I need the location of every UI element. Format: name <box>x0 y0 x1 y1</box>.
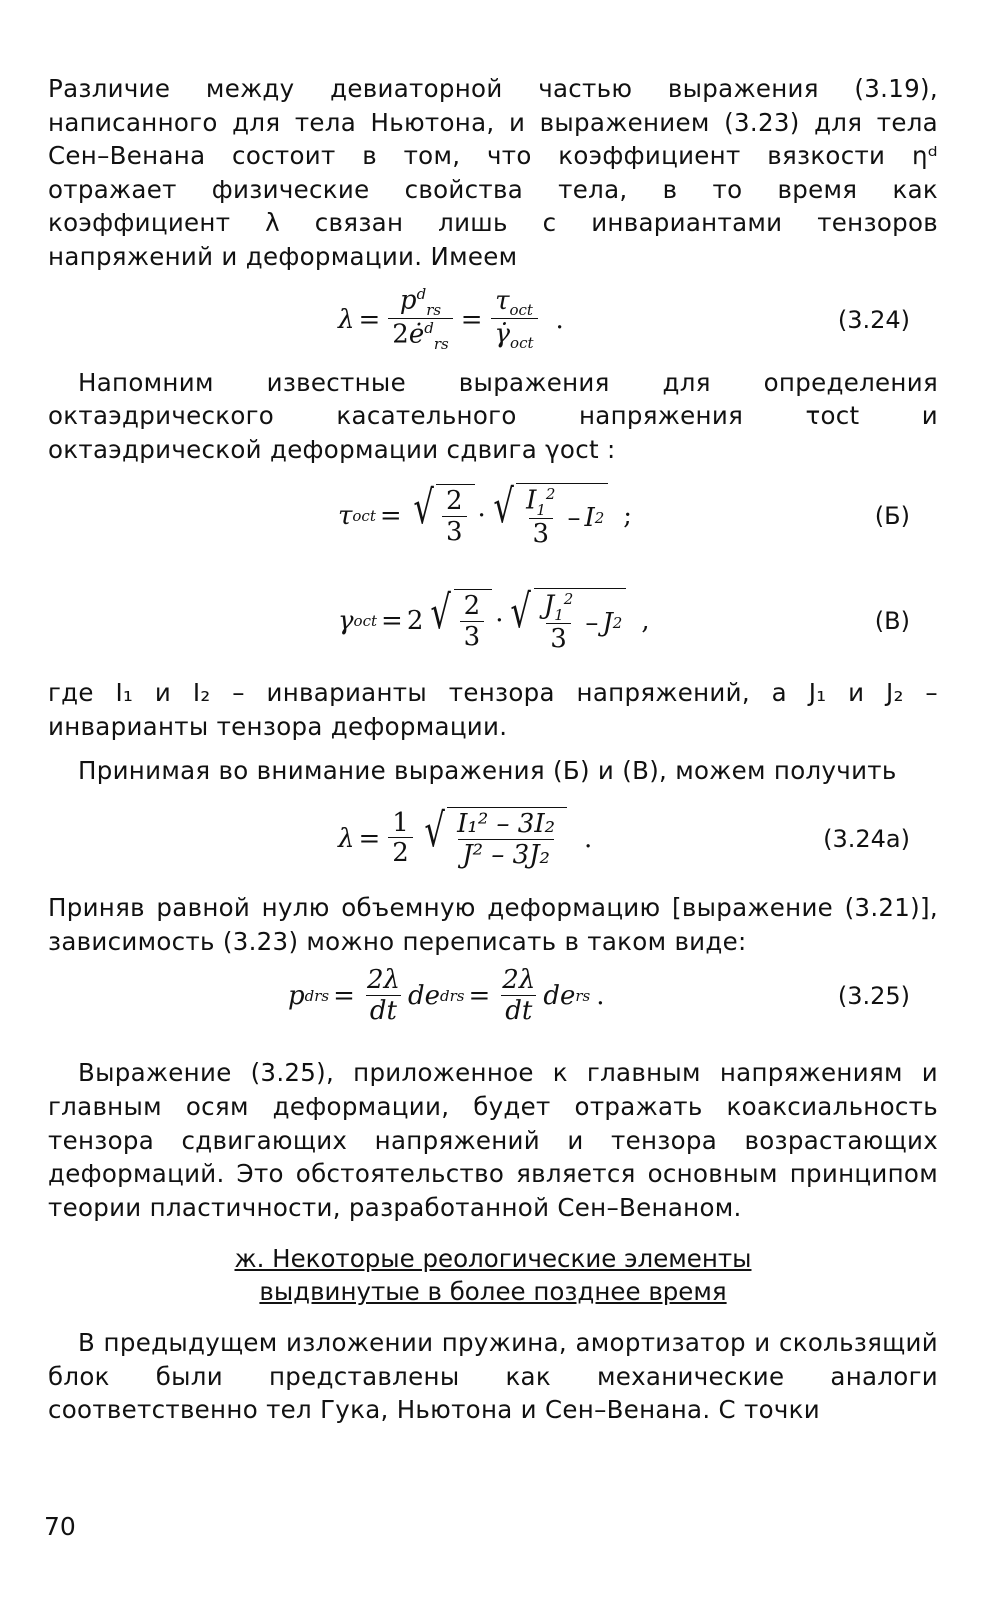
equation-b-body: τ oct = √ $\frac{2}{3}$ · √ $\frac{I_1^2}{3}$ – I 2 ; <box>338 478 633 549</box>
paragraph-3: где I₁ и I₂ – инварианты тензора напряжений, а J₁ и J₂ – инварианты тензора деформации. <box>48 678 938 741</box>
section-heading <box>48 1242 938 1308</box>
paragraph-5: Приняв равной нулю объемную деформацию [выражение (3.21)], зависимость (3.23) можно переписать в таком виде: <box>48 893 938 956</box>
equation-3-24a <box>48 787 938 891</box>
paragraph-1: Различие между девиаторной частью выражения (3.19), написанного для тела Ньютона, и выражением (3.23) для тела Сен–Венана состоит в том, что коэффициент вязкости ηᵈ отражает физические свойства тела, в то время как коэффициент λ связан лишь с инвариантами тензоров напряжений и деформации. Имеем <box>48 74 938 271</box>
equation-3-25-body: p d rs = $\frac{2\lambda}{dt}$ de d rs = $\frac{2\lambda}{dt}$ de rs . <box>288 964 605 1026</box>
equation-number-3-24: (3.24) <box>837 305 910 334</box>
fraction-p-over-e: $\frac{p^d_{rs}}{2ė^d_{rs}}$ <box>388 286 452 353</box>
paragraph-7: В предыдущем изложении пружина, амортизатор и скользящий блок были представлены как механические аналоги соответственно тел Гука, Ньютона и Сен–Венана. С точки <box>48 1328 938 1425</box>
equation-number-3-25: (3.25) <box>837 982 910 1011</box>
equation-3-25 <box>48 958 938 1034</box>
equation-3-24-body: λ = $\frac{p^d_{rs}}{2ė^d_{rs}}$ = $\frac{\tau_{oct}}{\gammȧ_{oct}}$ . <box>338 284 564 354</box>
equation-3-24 <box>48 274 938 366</box>
equation-3-24a-body: λ = $\frac{1}{2}$ √ $\frac{\text{I₁² – 3I₂}}{\text{J² – 3J₂}}$ . <box>338 803 593 870</box>
paragraph-6: Выражение (3.25), приложенное к главным напряжениям и главным осям деформации, будет отражать коаксиальность тензора сдвигающих напряжений и тензора возрастающих деформаций. Это обстоятельство является основным принципом теории пластичности, разработанной Сен–Венаном. <box>48 1058 938 1222</box>
paragraph-2: Напомним известные выражения для определения октаэдрического касательного напряжения τoct и октаэдрической деформации сдвига γoct : <box>48 367 938 464</box>
page-content <box>48 72 938 1427</box>
equation-b <box>48 466 938 566</box>
page-number: 70 <box>44 1512 76 1541</box>
equation-v-body: γ oct = 2 √ $\frac{2}{3}$ · √ $\frac{J_1^2}{3}$ – J 2 , <box>338 583 650 654</box>
equation-v <box>48 566 938 676</box>
section-heading-line-2: выдвинутые в более позднее время <box>259 1277 727 1307</box>
equation-number-v: (В) <box>874 607 910 636</box>
section-heading-line-1: ж. Некоторые реологические элементы <box>234 1244 752 1274</box>
paragraph-4: Принимая во внимание выражения (Б) и (В), можем получить <box>78 755 897 785</box>
equation-number-b: (Б) <box>874 502 910 531</box>
fraction-tau-over-gamma: $\frac{\tau_{oct}}{\gammȧ_{oct}}$ <box>491 287 538 353</box>
equation-number-3-24a: (3.24a) <box>823 825 910 854</box>
